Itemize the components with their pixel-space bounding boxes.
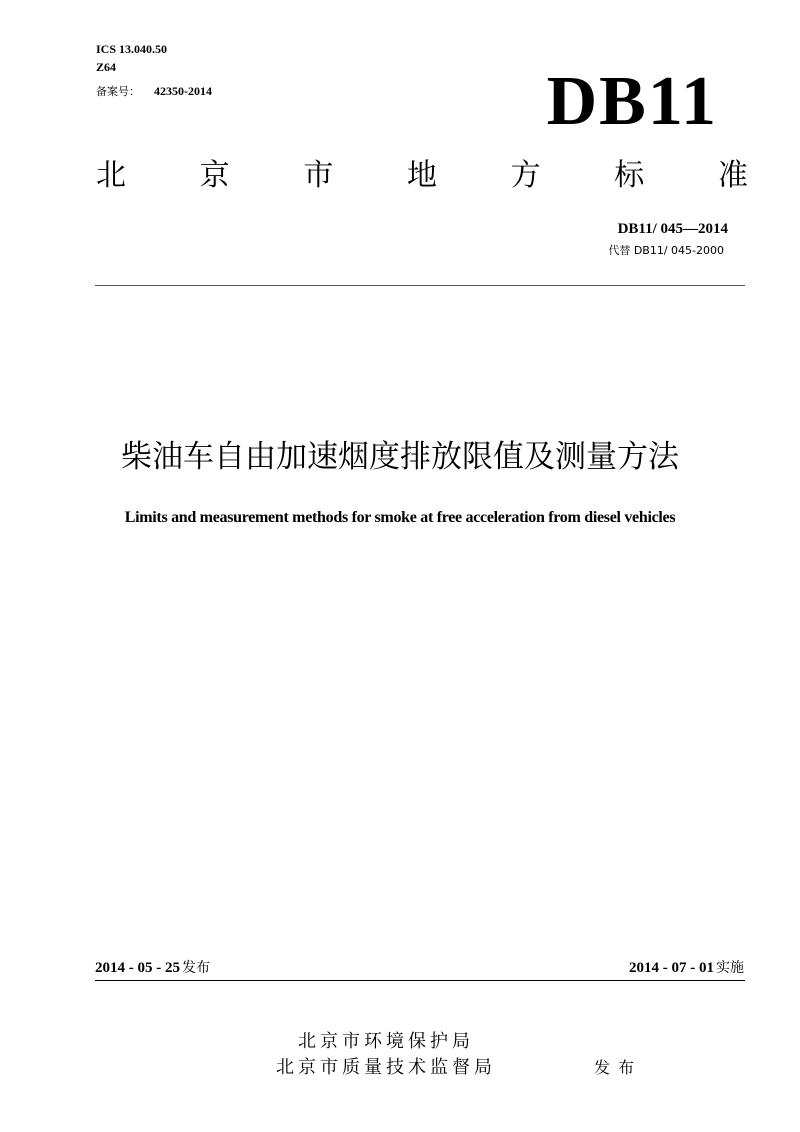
ics-code: ICS 13.040.50 <box>96 42 168 56</box>
implementation-date: 2014 - 07 - 01 <box>629 960 714 976</box>
registration-number: 42350-2014 <box>154 84 212 98</box>
issue-date-line <box>95 958 210 978</box>
standard-type-heading <box>96 156 748 196</box>
implementation-label: 实施 <box>716 960 744 976</box>
implementation-date-line <box>629 958 744 978</box>
standard-type-char: 准 <box>717 158 748 193</box>
replaces-standard: 代替 DB11/ 045-2000 <box>608 244 724 257</box>
registration-label: 备案号： <box>96 85 140 98</box>
standard-type-char: 标 <box>614 158 645 193</box>
issue-label: 发布 <box>182 960 210 976</box>
issue-action-label: 发布 <box>594 1058 643 1077</box>
standard-type-char: 京 <box>199 158 230 193</box>
header-divider <box>95 285 745 286</box>
standard-type-char: 地 <box>406 158 437 193</box>
registration-line <box>96 84 212 99</box>
standard-type-char: 市 <box>303 158 334 193</box>
issue-date: 2014 - 05 - 25 <box>95 960 180 976</box>
issuer-quality-bureau: 北京市质量技术监督局 <box>276 1057 496 1078</box>
footer-divider <box>95 980 745 981</box>
document-title-english: Limits and measurement methods for smoke at free acceleration from diesel vehicles <box>124 509 676 526</box>
standard-number: DB11/ 045—2014 <box>617 221 728 237</box>
standard-type-char: 方 <box>510 158 541 193</box>
classification-code: Z64 <box>96 60 117 74</box>
standard-type-char: 北 <box>96 158 126 193</box>
issuer-environment-bureau: 北京市环境保护局 <box>298 1031 474 1052</box>
standard-code-logo: DB11 <box>546 63 718 140</box>
document-title-chinese: 柴油车自由加速烟度排放限值及测量方法 <box>121 439 679 475</box>
